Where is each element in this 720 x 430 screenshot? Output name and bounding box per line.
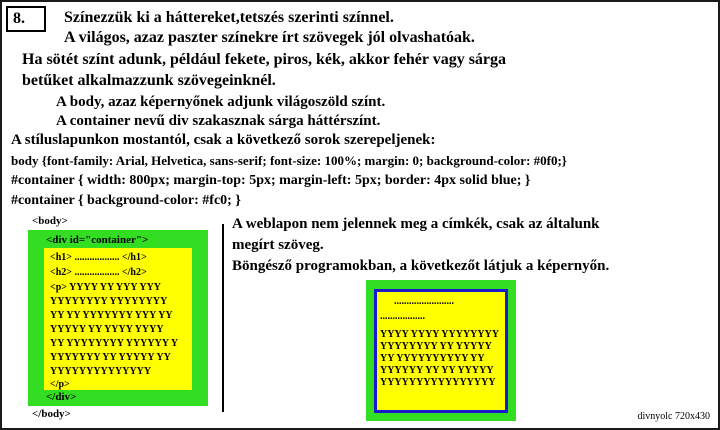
- preview-row-1: YYYY YYYY YYYYYYYY: [380, 329, 500, 340]
- code-p-line-3: YY YY YYYYYYY YYY YY: [50, 310, 173, 321]
- instruction-line-2: A világos, azaz paszter színekre írt szövegek jól olvashatóak.: [64, 29, 475, 46]
- instruction-line-3: Ha sötét színt adunk, például fekete, piros, kék, akkor fehér vagy sárga: [22, 51, 507, 68]
- instruction-line-4: betűket alkalmazzunk szövegeinknél.: [22, 72, 276, 89]
- explanation-line-3: Böngésző programokban, a következőt látjuk a képernyőn.: [232, 258, 610, 274]
- preview-row-5: YYYYYYYYYYYYYYYY: [380, 377, 496, 388]
- preview-h1-dots: ........................: [394, 296, 454, 307]
- divider-line: [222, 224, 224, 412]
- css-line-container: #container { width: 800px; margin-top: 5px; margin-left: 5px; border: 4px solid blue; }: [11, 173, 531, 188]
- instruction-line-1: Színezzük ki a háttereket,tetszés szerinti színnel.: [64, 9, 394, 26]
- code-p-line-5: YY YYYYYYYY YYYYYY Y: [50, 338, 179, 349]
- explanation-line-1: A weblapon nem jelennek meg a címkék, csak az általunk: [232, 216, 600, 232]
- code-div-open: <div id="container">: [46, 234, 149, 246]
- code-h1: <h1> .................. </h1>: [50, 252, 147, 263]
- css-line-container-bg: #container { background-color: #fc0; }: [11, 193, 241, 208]
- code-p-line-7: YYYYYYYYYYYYYY: [50, 366, 152, 377]
- code-p-line-6: YYYYYYY YY YYYYY YY: [50, 352, 171, 363]
- footer-label: divnyolc 720x430: [637, 411, 710, 422]
- instruction-line-6: A container nevű div szakasznak sárga háttérszínt.: [56, 113, 381, 129]
- instruction-line-7: A stíluslapunkon mostantól, csak a következő sorok szerepeljenek:: [11, 132, 436, 148]
- instruction-line-5: A body, azaz képernyőnek adjunk világoszöld színt.: [56, 94, 386, 110]
- code-p-line-1: <p> YYYY YY YYY YYY: [50, 282, 162, 293]
- code-h2: <h2> .................. </h2>: [50, 267, 147, 278]
- preview-row-2: YYYYYYYY YY YYYYY: [380, 341, 492, 352]
- explanation-line-2: megírt szöveg.: [232, 237, 324, 253]
- code-p-line-4: YYYYY YY YYYY YYYY: [50, 324, 164, 335]
- preview-row-4: YYYYYY YY YY YYYYY: [380, 365, 494, 376]
- code-body-close: </body>: [32, 408, 71, 420]
- code-div-close: </div>: [46, 391, 77, 403]
- code-p-close: </p>: [50, 379, 70, 390]
- task-number: 8.: [6, 6, 46, 32]
- code-p-line-2: YYYYYYYY YYYYYYYY: [50, 296, 168, 307]
- code-body-open: <body>: [32, 215, 68, 227]
- preview-row-3: YY YYYYYYYYYY YY: [380, 353, 485, 364]
- css-line-body: body {font-family: Arial, Helvetica, sans-serif; font-size: 100%; margin: 0; background-color: #0f0;}: [11, 153, 567, 168]
- preview-h2-dots: ..................: [380, 311, 425, 322]
